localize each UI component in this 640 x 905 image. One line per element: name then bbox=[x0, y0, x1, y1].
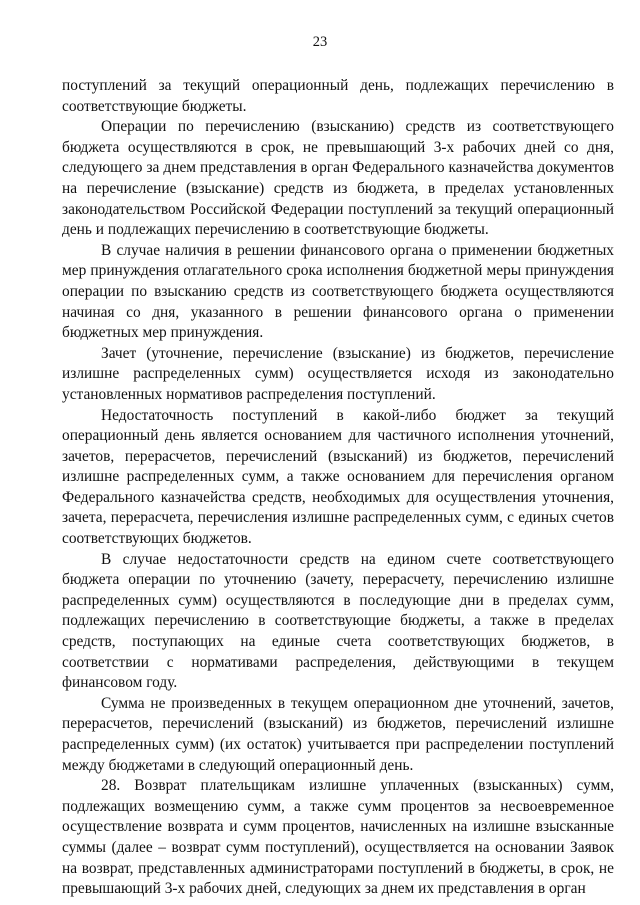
paragraph-continuation: поступлений за текущий операционный день, подлежащих перечислению в соответствующие бюджеты. bbox=[62, 77, 614, 115]
paragraph: В случае наличия в решении финансового органа о применении бюджетных мер принуждения отлагательного срока исполнения бюджетной меры принуждения операции по взысканию средств из соответствующего бюджета осуществляются начиная со дня, указанного в решении финансового органа о применении бюджетных мер принуждения. bbox=[62, 241, 614, 342]
paragraph-item-28: 28. Возврат плательщикам излишне уплаченных (взысканных) сумм, подлежащих возмещению сумм, а также сумм процентов за несвоевременное осуществление возврата и сумм процентов, начисленных на излишне взысканные суммы (далее – возврат сумм поступлений), осуществляется на основании Заявок на возврат, представленных администраторами поступлений в бюджеты, в срок, не превышающий 3-х рабочих дней, следующих за днем их представления в орган bbox=[62, 777, 614, 898]
document-body bbox=[62, 76, 614, 900]
paragraph: Операции по перечислению (взысканию) средств из соответствующего бюджета осуществляются в срок, не превышающий 3-х рабочих дней со дня, следующего за днем представления в орган Федерального казначейства документов на перечисление (взыскание) средств из бюджета, в пределах установленных законодательством Российской Федерации поступлений за текущий операционный день и подлежащих перечислению в соответствующие бюджеты. bbox=[62, 118, 614, 239]
paragraph: Недостаточность поступлений в какой-либо бюджет за текущий операционный день является основанием для частичного исполнения уточнений, зачетов, перерасчетов, перечислений (взысканий) из бюджетов, перечислений излишне распределенных сумм, а также основанием для перечисления органом Федерального казначейства средств, необходимых для осуществления уточнения, зачета, перерасчета, перечисления излишне распределенных сумм, с единых счетов соответствующих бюджетов. bbox=[62, 406, 614, 548]
paragraph: Сумма не произведенных в текущем операционном дне уточнений, зачетов, перерасчетов, перечислений (взысканий) из бюджетов, перечислений излишне распределенных сумм) (их остаток) учитывается при распределении поступлений между бюджетами в следующий операционный день. bbox=[62, 694, 614, 774]
paragraph: Зачет (уточнение, перечисление (взыскание) из бюджетов, перечисление излишне распределенных сумм) осуществляется исходя из законодательно установленных нормативов распределения поступлений. bbox=[62, 344, 614, 403]
page-number: 23 bbox=[312, 34, 328, 50]
paragraph: В случае недостаточности средств на едином счете соответствующего бюджета операции по уточнению (зачету, перерасчету, перечислению излишне распределенных сумм) осуществляются в последующие дни в пределах сумм, подлежащих перечислению в соответствующие бюджеты, а также в пределах средств, поступающих на единые счета соответствующих бюджетов, в соответствии с нормативами распределения, действующими в текущем финансовом году. bbox=[62, 550, 614, 692]
